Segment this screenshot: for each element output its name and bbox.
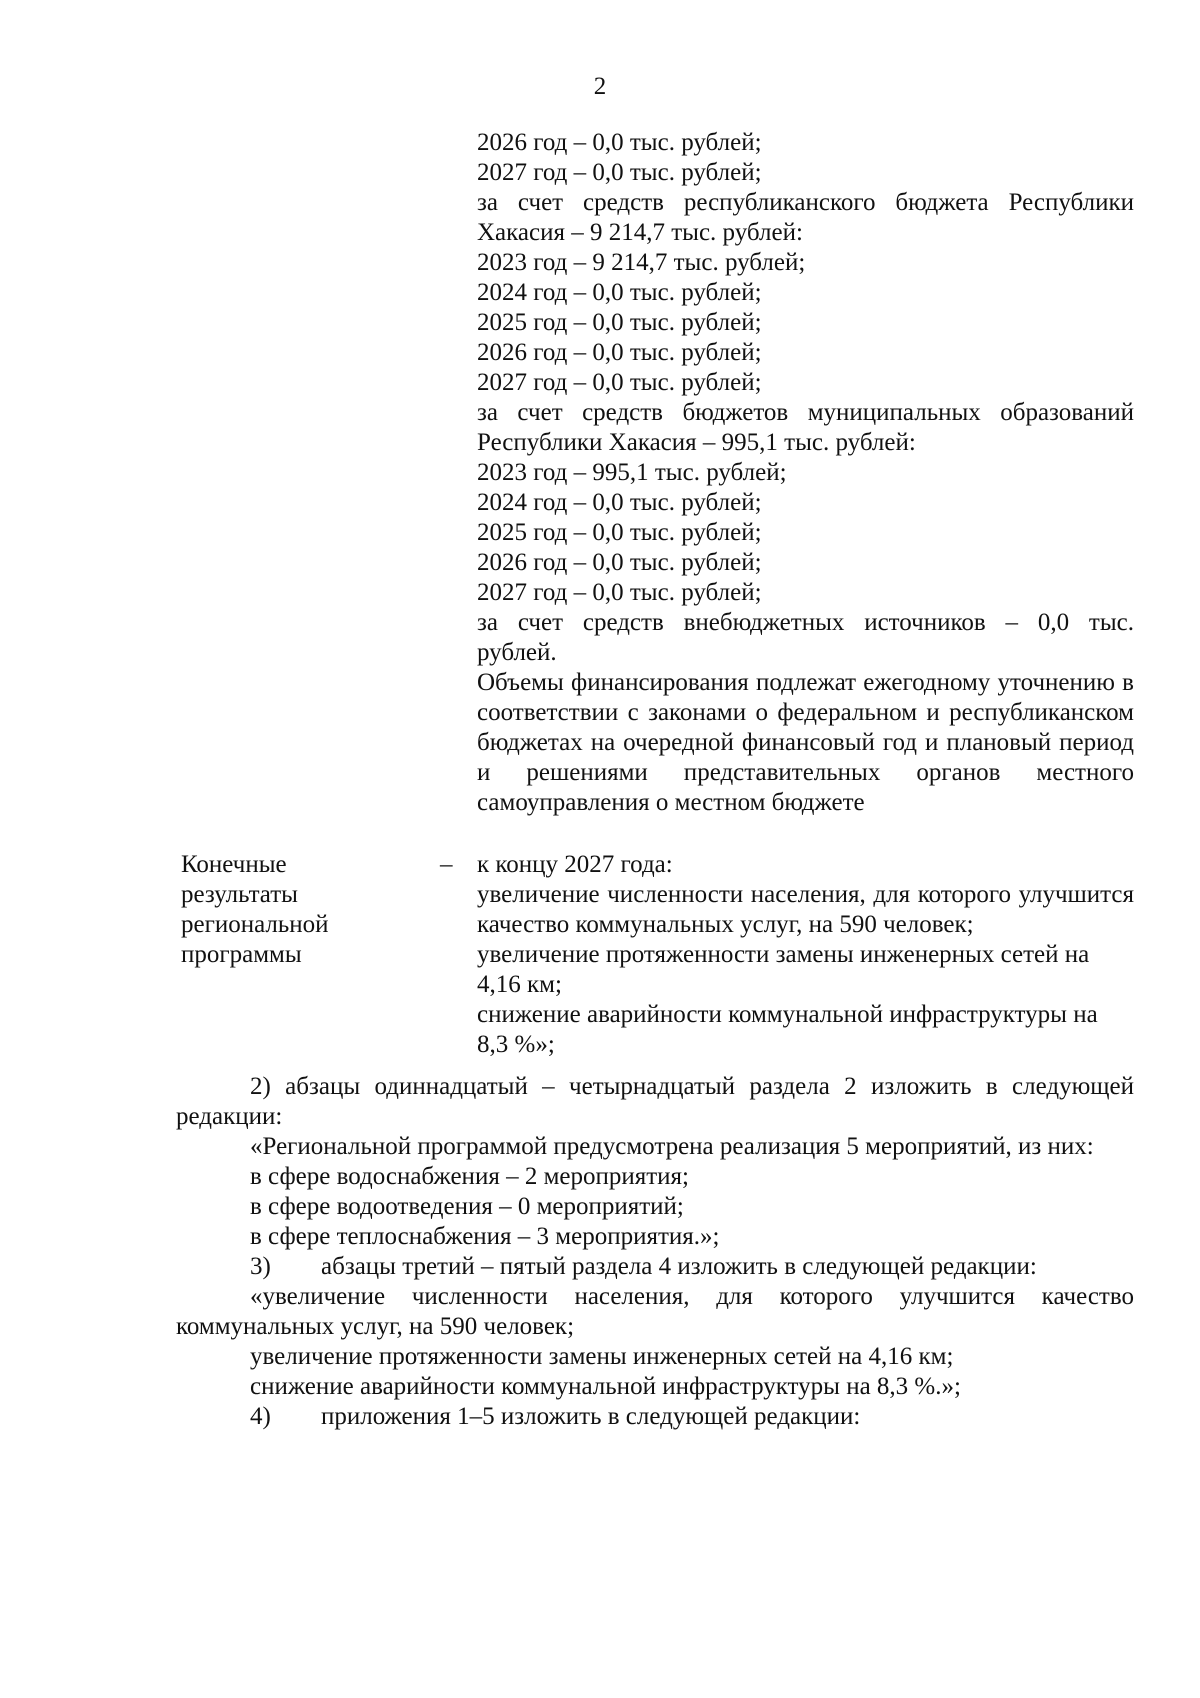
municipal-budget-heading: за счет средств бюджетов муниципальных образований — [477, 399, 1134, 426]
result-item: увеличение численности населения, для которого улучшится качество коммунальных услуг, на 590 человек; — [477, 881, 1134, 938]
amendment-2: 2) абзацы одиннадцатый – четырнадцатый раздела 2 изложить в следующей редакции: — [176, 1073, 1134, 1130]
amendment-4-text: приложения 1–5 изложить в следующей редакции: — [321, 1403, 861, 1430]
amendments — [176, 1072, 1134, 1432]
amendment-2-item: в сфере водоотведения – 0 мероприятий; — [250, 1193, 684, 1220]
results-label: Конечные результаты региональной программы — [181, 851, 329, 968]
page-number: 2 — [593, 73, 607, 100]
municipal-budget-year: 2024 год – 0,0 тыс. рублей; — [477, 489, 762, 516]
volumes-note: Объемы финансирования подлежат ежегодному уточнению в соответствии с законами о федеральном и республиканском бюджетах на очередной финансовый год и плановый период и решениями представительных органов местного самоуправления о местном бюджете — [477, 669, 1134, 816]
republic-budget-year: 2023 год – 9 214,7 тыс. рублей; — [477, 249, 806, 276]
amendment-3-number: 3) — [250, 1253, 271, 1280]
funding-line: 2027 год – 0,0 тыс. рублей; — [477, 159, 762, 186]
extrabudget-heading: за счет средств внебюджетных источников – 0,0 тыс. — [477, 609, 1134, 636]
amendment-3-quote: «увеличение численности населения, для которого улучшится качество коммунальных услуг, на 590 человек; — [176, 1283, 1134, 1340]
result-item: снижение аварийности коммунальной инфраструктуры на 8,3 %»; — [477, 1001, 1098, 1058]
amendment-2-quote: «Региональной программой предусмотрена реализация 5 мероприятий, из них: — [250, 1133, 1094, 1160]
municipal-budget-total: Республики Хакасия – 995,1 тыс. рублей: — [477, 429, 916, 456]
republic-budget-year: 2027 год – 0,0 тыс. рублей; — [477, 369, 762, 396]
republic-budget-year: 2025 год – 0,0 тыс. рублей; — [477, 309, 762, 336]
amendment-2-item: в сфере водоснабжения – 2 мероприятия; — [250, 1163, 689, 1190]
results-by-year: к концу 2027 года: — [477, 851, 673, 878]
amendment-3-item: снижение аварийности коммунальной инфраструктуры на 8,3 %.»; — [250, 1373, 961, 1400]
republic-budget-year: 2024 год – 0,0 тыс. рублей; — [477, 279, 762, 306]
amendment-3-item: увеличение протяженности замены инженерных сетей на 4,16 км; — [250, 1343, 954, 1370]
municipal-budget-year: 2025 год – 0,0 тыс. рублей; — [477, 519, 762, 546]
amendment-3 — [176, 1252, 1134, 1282]
funding-line: 2026 год – 0,0 тыс. рублей; — [477, 129, 762, 156]
amendment-2-item: в сфере теплоснабжения – 3 мероприятия.»; — [250, 1223, 720, 1250]
amendment-3-text: абзацы третий – пятый раздела 4 изложить в следующей редакции: — [321, 1253, 1037, 1280]
republic-budget-year: 2026 год – 0,0 тыс. рублей; — [477, 339, 762, 366]
amendment-4 — [176, 1402, 1134, 1432]
republic-budget-heading: за счет средств республиканского бюджета Республики — [477, 189, 1134, 216]
republic-budget-total: Хакасия – 9 214,7 тыс. рублей: — [477, 219, 803, 246]
municipal-budget-year: 2026 год – 0,0 тыс. рублей; — [477, 549, 762, 576]
results-dash: – — [440, 851, 453, 878]
extrabudget-tail: рублей. — [477, 639, 557, 666]
municipal-budget-year: 2023 год – 995,1 тыс. рублей; — [477, 459, 787, 486]
municipal-budget-year: 2027 год – 0,0 тыс. рублей; — [477, 579, 762, 606]
amendment-4-number: 4) — [250, 1403, 271, 1430]
results-content — [477, 850, 1134, 1060]
funding-column — [477, 128, 1134, 818]
result-item: увеличение протяженности замены инженерных сетей на 4,16 км; — [477, 941, 1090, 998]
